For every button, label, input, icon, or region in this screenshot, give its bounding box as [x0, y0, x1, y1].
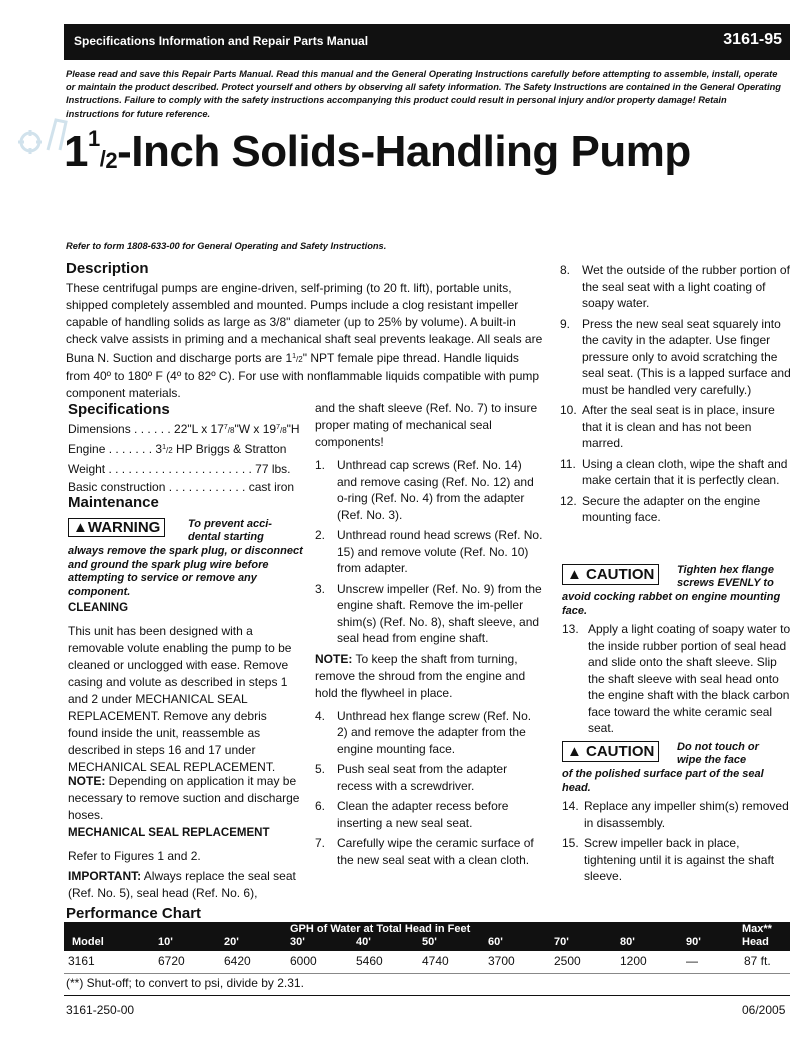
cell-50: 4740	[422, 954, 449, 968]
cell-90: —	[686, 954, 698, 968]
col-10: 10'	[158, 936, 173, 948]
performance-table	[64, 922, 790, 974]
cell-70: 2500	[554, 954, 581, 968]
step-6: 6. Clean the adapter recess before inserting a new seal seat.	[315, 799, 509, 830]
step-13: 13. Apply a light coating of soapy water to the inside rubber portion of seal head and slide onto the shaft sleeve. Slip the shaft sleeve with seal head onto the engine shaft with the black carbon face toward the white ceramic seal seat.	[562, 622, 791, 735]
specifications-list	[68, 422, 308, 502]
caution-label-1: ▲ CAUTION	[562, 564, 659, 585]
steps-1-3	[315, 457, 545, 647]
cell-model: 3161	[68, 954, 95, 968]
col-50: 50'	[422, 936, 437, 948]
warning-text-2: dental starting	[188, 531, 264, 543]
steps-14-15	[562, 798, 792, 885]
step-1: 1. Unthread cap screws (Ref. No. 14) and remove casing (Ref. No. 12) and o-ring (Ref. No. 4) from the adapter (Ref. No. 3).	[315, 458, 534, 522]
step-5: 5. Push seal seat from the adapter recess with a screwdriver.	[315, 762, 508, 793]
manual-type: Specifications Information and Repair Parts Manual	[74, 34, 369, 48]
step-14: 14. Replace any impeller shim(s) removed in disassembly.	[562, 799, 789, 830]
step-15: 15. Screw impeller back in place, tightening until it is against the shaft sleeve.	[562, 836, 775, 883]
specifications-heading: Specifications	[68, 401, 170, 418]
description-text: These centrifugal pumps are engine-driven, self-priming (to 20 ft. lift), portable units, shipped completely assembled and mounted. Pumps include a clog resistant impeller capable of handling solids as large as 3/8" diameter (up to 25% by volume). A built-in check valve assists in priming and a mechanical shaft seal prevents leakage. All seals are Buna N. Suction and discharge ports are $1^1/2$" NPT female pipe thread. Handle liquids from 40º to 180º F (4º to 82º C). For use with nonflammable liquids compatible with pump component materials.	[66, 281, 543, 400]
steps-4-7	[315, 708, 545, 869]
col-b-intro: and the shaft sleeve (Ref. No. 7) to insure proper mating of mechanical seal components!	[315, 401, 538, 449]
col-60: 60'	[488, 936, 503, 948]
maintenance-heading: Maintenance	[68, 494, 159, 511]
table-row	[64, 951, 790, 974]
important-note: IMPORTANT: Always replace the seal seat (Ref. No. 5), seal head (Ref. No. 6),	[68, 869, 296, 900]
max-header-top: Max**	[742, 923, 772, 935]
caution1-text-1: Tighten hex flange	[677, 564, 774, 576]
col-20: 20'	[224, 936, 239, 948]
caution2-text-1: Do not touch or	[677, 741, 759, 753]
step-8: 8. Wet the outside of the rubber portion of the seal seat with a light coating of soapy water.	[560, 263, 790, 310]
caution-block-2	[562, 741, 792, 795]
form-number: 3161-95	[723, 31, 782, 48]
step-10: 10. After the seal seat is in place, insure that it is clean and has not been marred.	[560, 403, 775, 450]
warning-label: ▲WARNING	[68, 518, 165, 537]
step-2: 2. Unthread round head screws (Ref. No. 15) and remove volute (Ref. No. 10) from adapter.	[315, 528, 543, 575]
col-model: Model	[72, 936, 104, 948]
cell-max-head: 87 ft.	[744, 954, 771, 968]
performance-footnote: (**) Shut-off; to convert to psi, divide by 2.31.	[66, 976, 304, 990]
shaft-note: NOTE: To keep the shaft from turning, remove the shroud from the engine and hold the flywheel in place.	[315, 651, 526, 700]
column-c	[560, 262, 792, 530]
cell-80: 1200	[620, 954, 647, 968]
col-30: 30'	[290, 936, 305, 948]
intro-notice: Please read and save this Repair Parts Manual. Read this manual and the General Operating Instructions carefully before attempting to assemble, install, operate or maintain the product described. Protect yourself and others by observing all safety information. The Safety Instructions are contained in the General Operating Instructions. Failure to comply with the safety instructions accompanying this product could result in personal injury and/or property damage! Retain instructions for future reference.	[66, 69, 781, 119]
col-80: 80'	[620, 936, 635, 948]
col-40: 40'	[356, 936, 371, 948]
mech-seal-heading: MECHANICAL SEAL REPLACEMENT	[68, 827, 270, 839]
steps-8-12	[560, 262, 792, 526]
cell-10: 6720	[158, 954, 185, 968]
warning-text-1: To prevent acci-	[188, 518, 272, 530]
step-13-list	[562, 621, 792, 737]
step-3: 3. Unscrew impeller (Ref. No. 9) from the engine shaft. Remove the im-peller shim(s) (Ref. No. 8), shaft sleeve, and seal head from engine shaft.	[315, 581, 542, 645]
spec-construction: Basic construction . . . . . . . . . . . . cast iron	[68, 480, 295, 494]
cell-20: 6420	[224, 954, 251, 968]
caution1-text-3: avoid cocking rabbet on engine mounting face.	[562, 591, 781, 617]
cell-40: 5460	[356, 954, 383, 968]
caution2-text-2: wipe the face	[677, 754, 747, 766]
performance-header-row	[64, 922, 790, 951]
cleaning-heading: CLEANING	[68, 602, 129, 614]
spec-engine: Engine . . . . . . . $3^1/2$ HP Briggs & Stratton	[68, 442, 287, 456]
caution-block-1	[562, 564, 792, 618]
step-4: 4. Unthread hex flange screw (Ref. No. 2) and remove the adapter from the engine mounting face.	[315, 708, 532, 756]
cell-30: 6000	[290, 954, 317, 968]
step-13-block	[562, 621, 792, 741]
header-bar	[64, 24, 790, 60]
step-11: 11. Using a clean cloth, wipe the shaft and make certain that it is perfectly clean.	[560, 456, 788, 487]
col-70: 70'	[554, 936, 569, 948]
column-b	[315, 400, 545, 872]
steps-14-15-block	[562, 798, 792, 889]
step-9: 9. Press the new seal seat squarely into the cavity in the adapter. Use finger pressure only to avoid scratching the seal seat. (This is a lapped surface and must be handled very carefully.)	[560, 316, 791, 397]
refer-note: Refer to form 1808-633-00 for General Operating and Safety Instructions.	[66, 241, 387, 251]
spec-weight: Weight . . . . . . . . . . . . . . . . . . . . . . 77 lbs.	[68, 462, 291, 476]
caution-label-2: ▲ CAUTION	[562, 741, 659, 762]
footer-divider	[64, 995, 790, 996]
performance-heading: Performance Chart	[66, 905, 202, 922]
footer-date: 06/2005	[742, 1003, 786, 1017]
step-12: 12. Secure the adapter on the engine mounting face.	[560, 493, 761, 524]
cleaning-text: This unit has been designed with a removable volute enabling the pump to be cleaned or unclogged with ease. Remove casing and volute as described in steps 1 and 2 under MECHANICAL SEAL REPLACEMENT. Remove any debris found inside the unit, reassemble as described in steps 16 and 17 under MECHANICAL SEAL REPLACEMENT.	[68, 624, 292, 774]
footer-form-number: 3161-250-00	[66, 1003, 135, 1017]
col-90: 90'	[686, 936, 701, 948]
caution1-text-2: screws EVENLY to	[677, 577, 774, 589]
page-title: $1^1/_2$-Inch Solids-Handling Pump	[64, 126, 691, 176]
group-header: GPH of Water at Total Head in Feet	[290, 923, 471, 935]
caution2-text-3: of the polished surface part of the seal head.	[562, 768, 764, 794]
cleaning-note: NOTE: Depending on application it may be necessary to remove suction and discharge hoses.	[68, 774, 300, 822]
spec-dimensions: Dimensions . . . . . . 22"L x $17^7/8"W$ x $19^7/8"H$	[68, 422, 300, 436]
cell-60: 3700	[488, 954, 515, 968]
max-header-bottom: Head	[742, 936, 769, 948]
description-heading: Description	[66, 260, 149, 277]
refer-figures: Refer to Figures 1 and 2.	[68, 849, 201, 863]
step-7: 7. Carefully wipe the ceramic surface of the new seal seat with a clean cloth.	[315, 836, 534, 867]
warning-block	[68, 518, 308, 599]
warning-text-3: always remove the spark plug, or disconnect and ground the spark plug wire before attempting to service or remove any component.	[68, 545, 303, 598]
